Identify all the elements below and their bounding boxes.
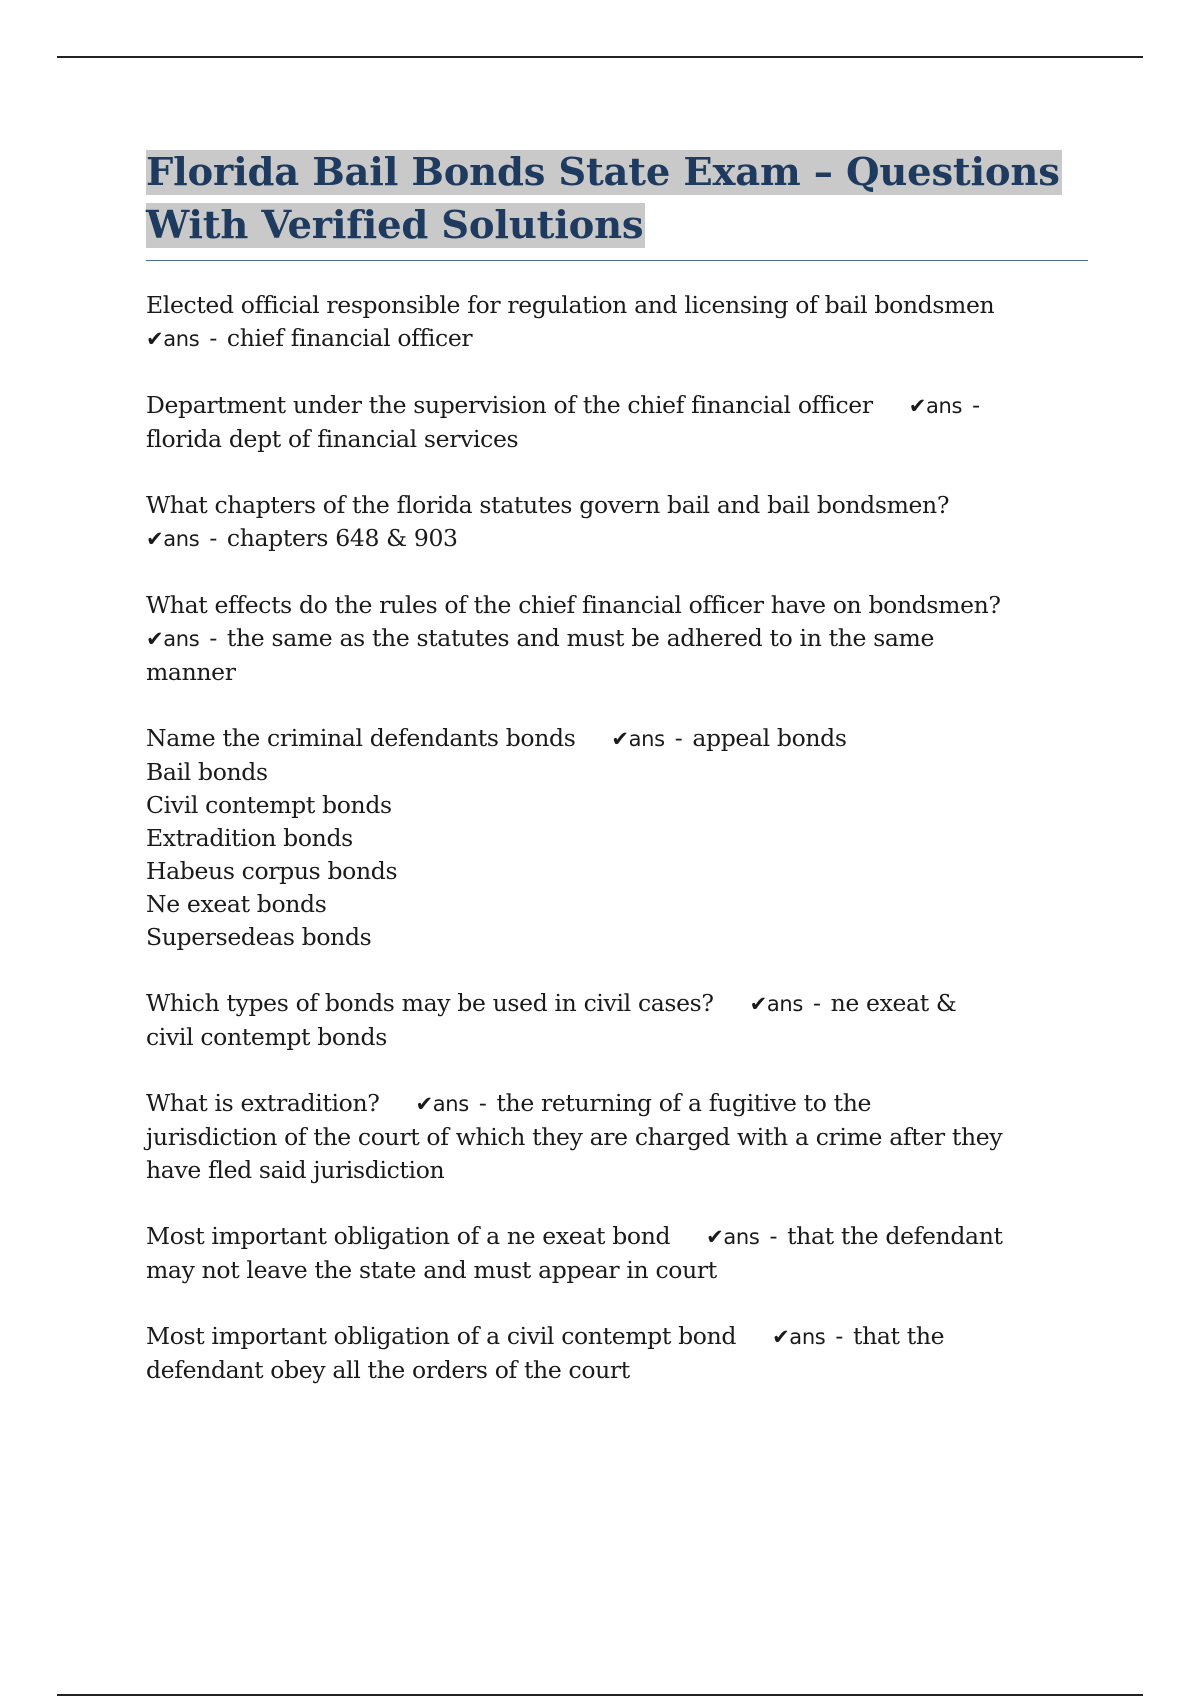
answer-separator: -	[835, 1322, 843, 1350]
question-text: Most important obligation of a ne exeat bond	[146, 1222, 671, 1250]
answer-text: chief financial officer	[226, 324, 473, 352]
question-text: Most important obligation of a civil contempt bond	[146, 1322, 737, 1350]
answer-text: florida dept of financial services	[146, 425, 519, 453]
answer-separator: -	[972, 391, 980, 419]
answer-marker: ✔ans	[749, 992, 803, 1016]
answer-line	[146, 622, 1088, 656]
qa-item	[146, 722, 1088, 954]
title-block	[146, 146, 1088, 261]
answer-line	[146, 522, 1088, 556]
answer-list-item: Ne exeat bonds	[146, 890, 327, 918]
answer-separator: -	[769, 1222, 778, 1250]
answer-marker: ✔ans	[706, 1225, 760, 1249]
question-text: What effects do the rules of the chief financial officer have on bondsmen?	[146, 591, 1001, 619]
answer-marker: ✔ans	[611, 727, 665, 751]
qa-item	[146, 987, 1088, 1054]
answer-text-continued: defendant obey all the orders of the court	[146, 1356, 630, 1384]
answer-text-continued: manner	[146, 658, 236, 686]
title-line-2: With Verified Solutions	[146, 203, 644, 248]
answer-text-continued: civil contempt bonds	[146, 1023, 387, 1051]
answer-separator: -	[674, 724, 683, 752]
answer-list-item: Extradition bonds	[146, 824, 353, 852]
qa-item	[146, 1220, 1088, 1287]
answer-text: the same as the statutes and must be adhered to in the same	[226, 624, 935, 652]
answer-separator: -	[209, 324, 217, 352]
answer-marker: ✔ans	[146, 327, 200, 351]
answer-text: chapters 648 & 903	[226, 524, 458, 552]
answer-separator: -	[209, 624, 217, 652]
qa-item	[146, 1320, 1088, 1387]
answer-list-item: Civil contempt bonds	[146, 791, 392, 819]
answer-text: the returning of a fugitive to the	[496, 1089, 872, 1117]
question-text: Elected official responsible for regulation and licensing of bail bondsmen	[146, 291, 995, 319]
qa-item	[146, 1087, 1088, 1187]
answer-text-continued: jurisdiction of the court of which they are charged with a crime after they	[146, 1123, 1003, 1151]
qa-item	[146, 289, 1088, 356]
question-text: Department under the supervision of the chief financial officer	[146, 391, 873, 419]
qa-item	[146, 589, 1088, 689]
question-line	[146, 389, 1088, 423]
title-line-1: Florida Bail Bonds State Exam – Questions	[146, 150, 1060, 195]
answer-list-item: Bail bonds	[146, 758, 268, 786]
answer-separator: -	[209, 524, 217, 552]
question-text: Which types of bonds may be used in civil cases?	[146, 989, 714, 1017]
answer-line	[146, 322, 1088, 356]
answer-text: that the defendant	[787, 1222, 1003, 1250]
page-title	[146, 146, 1088, 252]
question-line	[146, 987, 1088, 1021]
page-content	[146, 146, 1088, 1420]
question-line	[146, 1220, 1088, 1254]
question-text: What is extradition?	[146, 1089, 380, 1117]
question-text: Name the criminal defendants bonds	[146, 724, 576, 752]
answer-text: that the	[852, 1322, 945, 1350]
answer-separator: -	[812, 989, 821, 1017]
question-text: What chapters of the florida statutes govern bail and bail bondsmen?	[146, 491, 950, 519]
header-rule	[57, 56, 1143, 58]
answer-marker: ✔ans	[908, 394, 963, 418]
answer-list-item: Supersedeas bonds	[146, 923, 372, 951]
answer-text-continued: have fled said jurisdiction	[146, 1156, 445, 1184]
answer-marker: ✔ans	[772, 1325, 826, 1349]
answer-separator: -	[478, 1089, 487, 1117]
answer-marker: ✔ans	[415, 1092, 469, 1116]
answer-text: appeal bonds	[692, 724, 847, 752]
answer-list-item: Habeus corpus bonds	[146, 857, 398, 885]
footer-rule	[57, 1694, 1143, 1696]
answer-marker: ✔ans	[146, 527, 200, 551]
qa-list	[146, 289, 1088, 1387]
qa-item	[146, 389, 1088, 456]
question-line	[146, 1087, 1088, 1121]
qa-item	[146, 489, 1088, 556]
question-line	[146, 722, 1088, 756]
question-line	[146, 1320, 1088, 1354]
answer-text-continued: may not leave the state and must appear in court	[146, 1256, 717, 1284]
answer-marker: ✔ans	[146, 627, 200, 651]
answer-text: ne exeat &	[830, 989, 957, 1017]
